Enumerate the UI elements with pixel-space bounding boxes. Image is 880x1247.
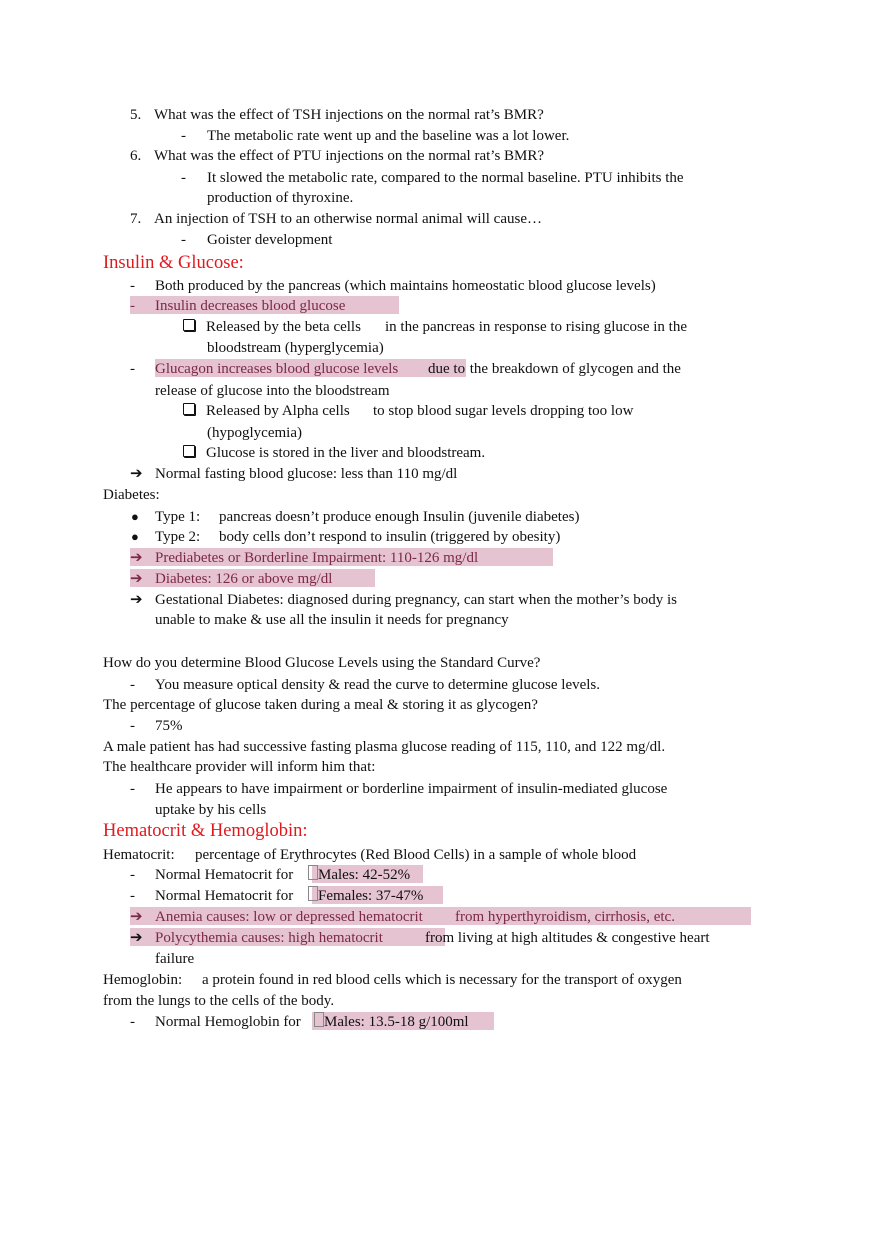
question-text: A male patient has had successive fasting plasma glucose reading of 115, 110, and 122 mg/dl. [103, 739, 666, 755]
dash-marker: - [130, 361, 135, 377]
arrow-icon: ➔ [130, 571, 143, 587]
arrow-icon: ➔ [130, 550, 143, 566]
list-item: Females: 37-47% [318, 888, 424, 904]
answer-text: The metabolic rate went up and the baseline was a lot lower. [207, 128, 570, 144]
sub-item: bloodstream (hyperglycemia) [207, 340, 384, 356]
answer-text: Goister development [207, 232, 333, 248]
list-item: Type 1: [155, 509, 201, 525]
list-number: 7. [130, 211, 142, 227]
definition-text: from the lungs to the cells of the body. [103, 993, 335, 1009]
dash-marker: - [130, 781, 135, 797]
sub-item: in the pancreas in response to rising glucose in the [385, 319, 688, 335]
list-item: Normal fasting blood glucose: less than 110 mg/dl [155, 466, 458, 482]
list-item: Normal Hematocrit for [155, 867, 298, 883]
answer-text: production of thyroxine. [207, 190, 354, 206]
list-item: Type 2: [155, 529, 201, 545]
question-text: How do you determine Blood Glucose Levels using the Standard Curve? [103, 655, 541, 671]
answer-text: You measure optical density & read the curve to determine glucose levels. [155, 677, 601, 693]
sub-item: Released by the beta cells [206, 319, 361, 335]
dash-marker: - [181, 128, 186, 144]
list-item: the breakdown of glycogen and the [466, 361, 681, 377]
sub-item: (hypoglycemia) [207, 425, 302, 441]
definition-text: percentage of Erythrocytes (Red Blood Cells) in a sample of whole blood [195, 847, 637, 863]
list-item: Normal Hematocrit for [155, 888, 298, 904]
list-item: Diabetes: 126 or above mg/dl [155, 571, 333, 587]
sub-item: to stop blood sugar levels dropping too low [373, 403, 634, 419]
list-item: Normal Hemoglobin for [155, 1014, 305, 1030]
list-item: from hyperthyroidism, cirrhosis, etc. [455, 909, 675, 925]
dash-marker: - [130, 888, 135, 904]
list-item: Males: 42-52% [318, 867, 411, 883]
bullet-icon: ● [131, 509, 139, 524]
answer-text: He appears to have impairment or borderline impairment of insulin-mediated glucose [155, 781, 668, 797]
list-item: pancreas doesn’t produce enough Insulin (juvenile diabetes) [219, 509, 580, 525]
list-item: Males: 13.5-18 g/100ml [324, 1014, 469, 1030]
list-number: 6. [130, 148, 142, 164]
question-text: What was the effect of PTU injections on the normal rat’s BMR? [154, 148, 545, 164]
question-text: The percentage of glucose taken during a meal & storing it as glycogen? [103, 697, 538, 713]
list-item: failure [155, 951, 195, 967]
dash-marker: - [130, 677, 135, 693]
answer-text: uptake by his cells [155, 802, 267, 818]
list-item: Both produced by the pancreas (which maintains homeostatic blood glucose levels) [155, 278, 656, 294]
arrow-icon: ➔ [130, 592, 143, 608]
dash-marker: - [130, 278, 135, 294]
definition-text: a protein found in red blood cells which is necessary for the transport of oxygen [202, 972, 682, 988]
list-item: due to [428, 361, 466, 377]
answer-text: 75% [155, 718, 183, 734]
question-text: An injection of TSH to an otherwise normal animal will cause… [154, 211, 542, 227]
answer-text: It slowed the metabolic rate, compared to the normal baseline. PTU inhibits the [207, 170, 684, 186]
list-number: 5. [130, 107, 142, 123]
section-heading: Insulin & Glucose: [103, 253, 244, 273]
list-item: body cells don’t respond to insulin (triggered by obesity) [219, 529, 561, 545]
list-item: Anemia causes: low or depressed hematocrit [155, 909, 423, 925]
sub-item: Glucose is stored in the liver and bloodstream. [206, 445, 486, 461]
list-item: Glucagon increases blood glucose levels [155, 361, 399, 377]
list-item: from living at high altitudes & congestive heart [425, 930, 710, 946]
list-item: release of glucose into the bloodstream [155, 383, 390, 399]
dash-marker: - [181, 170, 186, 186]
list-item: Polycythemia causes: high hematocrit [155, 930, 383, 946]
definition-term: Hematocrit: [103, 847, 175, 863]
checkbox-icon [183, 401, 195, 421]
sub-item: Released by Alpha cells [206, 403, 350, 419]
list-item: unable to make & use all the insulin it needs for pregnancy [155, 612, 509, 628]
checkbox-icon [183, 317, 195, 337]
question-text: What was the effect of TSH injections on the normal rat’s BMR? [154, 107, 544, 123]
dash-marker: - [130, 867, 135, 883]
dash-marker: - [130, 1014, 135, 1030]
list-item: Prediabetes or Borderline Impairment: 110-126 mg/dl [155, 550, 479, 566]
dash-marker: - [130, 718, 135, 734]
arrow-icon: ➔ [130, 930, 143, 946]
section-label: Diabetes: [103, 487, 160, 503]
checkbox-icon [183, 443, 195, 463]
arrow-icon: ➔ [130, 466, 143, 482]
list-item: Gestational Diabetes: diagnosed during pregnancy, can start when the mother’s body is [155, 592, 677, 608]
definition-term: Hemoglobin: [103, 972, 183, 988]
dash-marker: - [130, 298, 135, 314]
bullet-icon: ● [131, 529, 139, 544]
list-item: Insulin decreases blood glucose [155, 298, 346, 314]
question-text: The healthcare provider will inform him that: [103, 759, 376, 775]
section-heading: Hematocrit & Hemoglobin: [103, 821, 308, 841]
dash-marker: - [181, 232, 186, 248]
arrow-icon: ➔ [130, 909, 143, 925]
